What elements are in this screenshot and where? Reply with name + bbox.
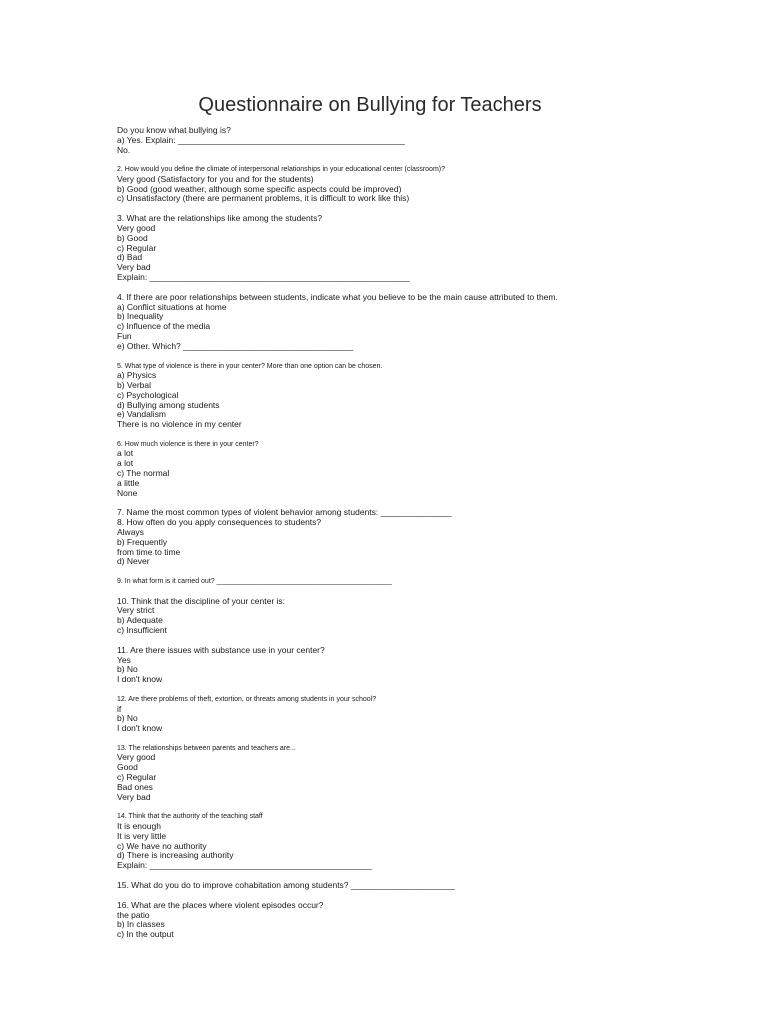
answer-option: d) Bullying among students bbox=[117, 399, 220, 410]
question-text: Do you know what bullying is? bbox=[117, 125, 231, 135]
answer-option: b) Inequality bbox=[117, 311, 164, 322]
question-block bbox=[117, 165, 747, 204]
answer-option: c) Regular bbox=[117, 772, 157, 783]
question-list bbox=[117, 126, 747, 950]
question-block bbox=[117, 901, 747, 940]
answer-option: c) We have no authority bbox=[117, 840, 207, 851]
answer-option: No. bbox=[117, 144, 131, 155]
answer-option: c) Psychological bbox=[117, 389, 179, 400]
answer-option: from time to time bbox=[117, 546, 181, 557]
answer-option: I don't know bbox=[117, 723, 163, 734]
question-text: 8. How often do you apply consequences to students? bbox=[117, 517, 322, 528]
question-text: 5. What type of violence is there in your center? More than one option can be chosen. bbox=[117, 362, 383, 370]
answer-option: b) Good (good weather, although some specific aspects could be improved) bbox=[117, 183, 402, 194]
question-text: 15. What do you do to improve cohabitation among students? ______________________ bbox=[117, 879, 455, 890]
answer-option: e) Other. Which? ____________________________________ bbox=[117, 340, 354, 351]
answer-option: Explain: _______________________________________________ bbox=[117, 860, 372, 871]
answer-option: c) Unsatisfactory (there are permanent problems, it is difficult to work like this) bbox=[117, 193, 410, 204]
question-block bbox=[117, 695, 747, 734]
answer-option: the patio bbox=[117, 909, 150, 920]
answer-option: b) No bbox=[117, 713, 138, 724]
answer-option: c) Influence of the media bbox=[117, 321, 211, 332]
answer-option: None bbox=[117, 487, 138, 498]
answer-option: It is very little bbox=[117, 830, 167, 841]
answer-option: Fun bbox=[117, 331, 132, 342]
answer-option: d) There is increasing authority bbox=[117, 850, 234, 861]
answer-option: d) Never bbox=[117, 556, 150, 567]
question-text: 2. How would you define the climate of interpersonal relationships in your educational center (classroom)? bbox=[117, 166, 446, 174]
answer-option: a little bbox=[117, 477, 140, 488]
answer-option: Explain: _______________________________________________________ bbox=[117, 272, 410, 283]
answer-option: a) Physics bbox=[117, 370, 157, 381]
answer-option: a lot bbox=[117, 448, 134, 459]
answer-option: Very good bbox=[117, 752, 156, 763]
answer-option: e) Vandalism bbox=[117, 409, 166, 420]
answer-option: b) No bbox=[117, 664, 138, 675]
question-block bbox=[117, 577, 747, 587]
answer-option: b) Good bbox=[117, 232, 148, 243]
answer-option: There is no violence in my center bbox=[117, 419, 242, 430]
question-text: 4. If there are poor relationships between students, indicate what you believe to be the main cause attributed to them. bbox=[117, 291, 558, 302]
question-text: 10. Think that the discipline of your center is: bbox=[117, 595, 286, 606]
answer-option: b) Frequently bbox=[117, 536, 168, 547]
question-block bbox=[117, 812, 747, 870]
answer-option: Bad ones bbox=[117, 781, 153, 792]
question-block bbox=[117, 518, 747, 567]
answer-option: d) Bad bbox=[117, 252, 143, 263]
answer-option: if bbox=[117, 703, 122, 714]
question-text: 9. In what form is it carried out? _____________________________________________ bbox=[117, 578, 392, 586]
page-title: Questionnaire on Bullying for Teachers bbox=[198, 94, 542, 116]
answer-option: Good bbox=[117, 762, 138, 773]
question-block bbox=[117, 646, 747, 685]
question-block bbox=[117, 126, 747, 155]
question-text: 6. How much violence is there in your center? bbox=[117, 440, 259, 448]
answer-option: Very good (Satisfactory for you and for the students) bbox=[117, 173, 314, 184]
answer-option: a) Conflict situations at home bbox=[117, 301, 227, 312]
answer-option: Always bbox=[117, 527, 144, 537]
answer-option: Very good bbox=[117, 223, 156, 234]
answer-option: Very bad bbox=[117, 791, 151, 802]
answer-option: I don't know bbox=[117, 674, 163, 685]
answer-option: b) In classes bbox=[117, 919, 165, 930]
question-block bbox=[117, 214, 747, 283]
question-block bbox=[117, 293, 747, 352]
question-block bbox=[117, 881, 747, 891]
question-text: 12. Are there problems of theft, extortion, or threats among students in your school? bbox=[117, 696, 377, 704]
answer-option: a) Yes. Explain: ________________________________________________ bbox=[117, 134, 405, 145]
question-block bbox=[117, 597, 747, 636]
answer-option: c) In the output bbox=[117, 929, 174, 940]
answer-option: Very bad bbox=[117, 262, 151, 273]
question-text: 7. Name the most common types of violent behavior among students: _______________ bbox=[117, 507, 452, 518]
question-text: 11. Are there issues with substance use in your center? bbox=[117, 644, 325, 655]
answer-option: c) Insufficient bbox=[117, 625, 167, 636]
question-block bbox=[117, 440, 747, 498]
question-block bbox=[117, 362, 747, 430]
question-text: 13. The relationships between parents and teachers are... bbox=[117, 744, 296, 752]
answer-option: Very strict bbox=[117, 605, 155, 616]
answer-option: It is enough bbox=[117, 820, 161, 831]
answer-option: b) Verbal bbox=[117, 379, 152, 390]
question-text: 14. Think that the authority of the teaching staff bbox=[117, 813, 263, 821]
answer-option: Yes bbox=[117, 654, 131, 665]
question-text: 3. What are the relationships like among the students? bbox=[117, 213, 323, 224]
answer-option: c) The normal bbox=[117, 468, 170, 479]
answer-option: b) Adequate bbox=[117, 615, 163, 626]
answer-option: c) Regular bbox=[117, 242, 157, 253]
answer-option: a lot bbox=[117, 458, 134, 469]
question-block bbox=[117, 744, 747, 802]
question-text: 16. What are the places where violent episodes occur? bbox=[117, 899, 324, 910]
